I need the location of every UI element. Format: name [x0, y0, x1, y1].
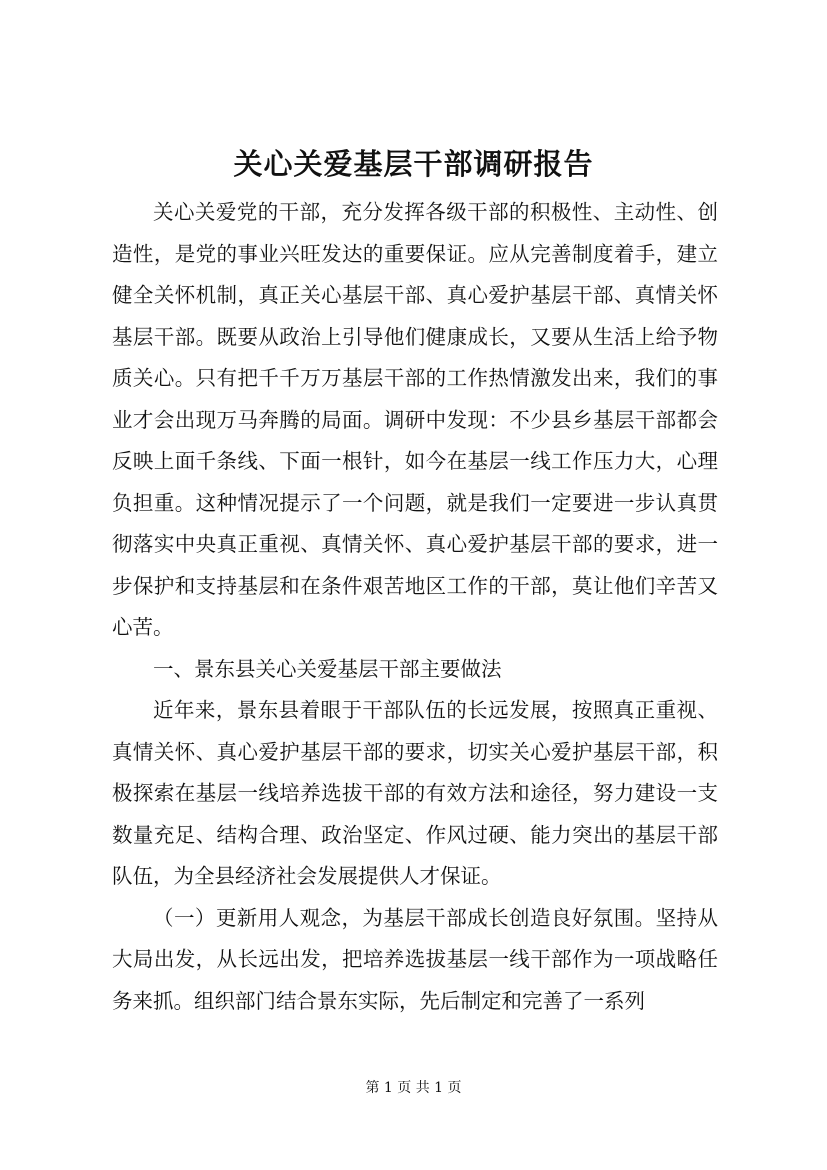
- paragraph-practices: 近年来，景东县着眼于干部队伍的长远发展，按照真正重视、真情关怀、真心爱护基层干部的要求，切实关心爱护基层干部，积极探索在基层一线培养选拔干部的有效方法和途径，努力建设一支数量充足、结构合理、政治坚定、作风过硬、能力突出的基层干部队伍，为全县经济社会发展提供人才保证。: [112, 698, 718, 888]
- paragraph-subsection-1: （一）更新用人观念，为基层干部成长创造良好氛围。坚持从大局出发，从长远出发，把培养选拔基层一线干部作为一项战略任务来抓。组织部门结合景东实际，先后制定和完善了一系列: [112, 905, 718, 1013]
- document-body: [112, 192, 718, 1022]
- section-heading: 一、景东县关心关爱基层干部主要做法: [153, 656, 502, 681]
- paragraph-intro: 关心关爱党的干部，充分发挥各级干部的积极性、主动性、创造性，是党的事业兴旺发达的重要保证。应从完善制度着手，建立健全关怀机制，真正关心基层干部、真心爱护基层干部、真情关怀基层干部。既要从政治上引导他们健康成长，又要从生活上给予物质关心。只有把千千万万基层干部的工作热情激发出来，我们的事业才会出现万马奔腾的局面。调研中发现：不少县乡基层干部都会反映上面千条线、下面一根针，如今在基层一线工作压力大，心理负担重。这种情况提示了一个问题，就是我们一定要进一步认真贯彻落实中央真正重视、真情关怀、真心爱护基层干部的要求，进一步保护和支持基层和在条件艰苦地区工作的干部，莫让他们辛苦又心苦。: [112, 200, 718, 639]
- page-footer: 第 1 页 共 1 页: [365, 1080, 462, 1096]
- document-title: 关心关爱基层干部调研报告: [233, 147, 594, 181]
